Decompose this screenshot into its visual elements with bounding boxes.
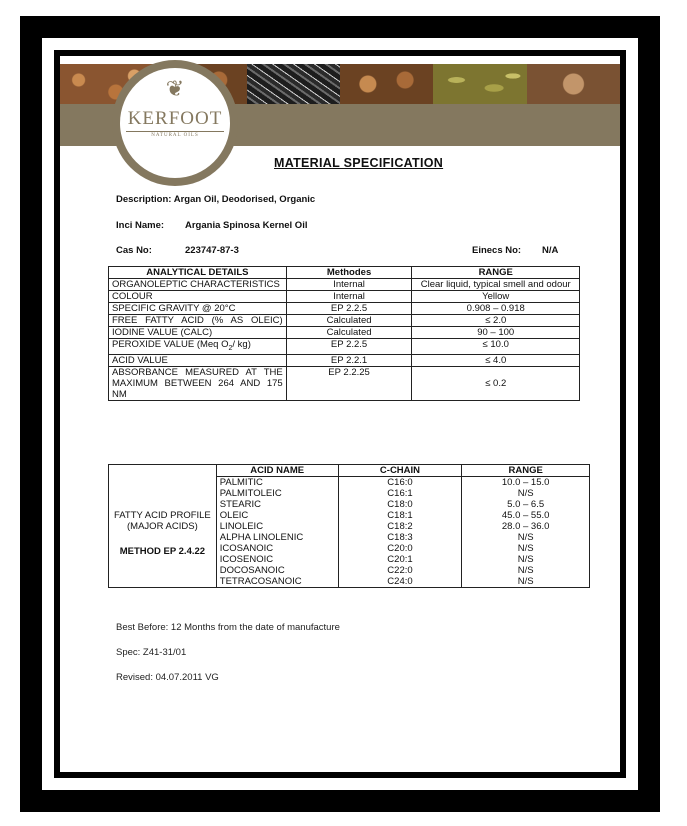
table-row: PALMITOLEIC C16:1 N/S: [109, 488, 590, 499]
fatty-acid-table: [108, 464, 590, 588]
table-row: ACID VALUE EP 2.2.1 ≤ 4.0: [109, 354, 580, 366]
analytical-header-range: RANGE: [412, 267, 580, 279]
fatty-header-name: ACID NAME: [216, 465, 338, 477]
brand-name: KERFOOT: [127, 108, 223, 129]
table-row: IODINE VALUE (CALC) Calculated 90 – 100: [109, 327, 580, 339]
analytical-table: [108, 266, 580, 401]
inner-frame: [54, 50, 626, 778]
table-row: SPECIFIC GRAVITY @ 20°C EP 2.2.5 0.908 – 0.918: [109, 303, 580, 315]
table-row: DOCOSANOIC C22:0 N/S: [109, 565, 590, 576]
description-value: Argan Oil, Deodorised, Organic: [173, 194, 316, 205]
cas-label: Cas No:: [116, 245, 152, 256]
leaf-icon: ❦: [165, 76, 185, 101]
inci-row: [116, 220, 307, 231]
einecs-value: N/A: [542, 245, 559, 256]
table-row: ICOSENOIC C20:1 N/S: [109, 554, 590, 565]
table-row: STEARIC C18:0 5.0 – 6.5: [109, 499, 590, 510]
table-row: PEROXIDE VALUE (Meq $O_2/$ kg) EP 2.2.5 ≤ 10.0: [109, 339, 580, 355]
table-row: FREE FATTY ACID (% AS OLEIC) Calculated ≤ 2.0: [109, 315, 580, 327]
brand-logo: [112, 60, 238, 186]
inci-value: Argania Spinosa Kernel Oil: [185, 220, 308, 231]
fatty-header-range: RANGE: [462, 465, 590, 477]
table-row: PALMITIC C16:0 10.0 – 15.0: [109, 477, 590, 489]
page-title: MATERIAL SPECIFICATION: [274, 156, 444, 170]
cas-value: 223747-87-3: [185, 245, 239, 256]
inci-label: Inci Name:: [116, 220, 165, 231]
analytical-header-method: Methodes: [286, 267, 412, 279]
frame-mat: [42, 38, 638, 790]
fatty-header-chain: C-CHAIN: [338, 465, 462, 477]
description-row: [116, 194, 315, 205]
table-row: ICOSANOIC C20:0 N/S: [109, 543, 590, 554]
revised-text: Revised: 04.07.2011 VG: [116, 672, 219, 683]
banner-tile-pumpkin-seeds: [433, 64, 526, 104]
document-page: [60, 56, 620, 772]
fatty-acid-profile-label: FATTY ACID PROFILE (MAJOR ACIDS): [113, 509, 211, 532]
method-label: METHOD EP 2.4.22: [119, 545, 206, 557]
table-row: OLEIC C18:1 45.0 – 55.0: [109, 510, 590, 521]
spec-text: Spec: Z41-31/01: [116, 647, 187, 658]
banner-tile-sunflower-seeds: [247, 64, 340, 104]
brand-subtitle: NATURAL OILS: [151, 133, 199, 138]
fatty-acid-side-cell: [109, 465, 217, 588]
description-label: Description:: [116, 194, 172, 205]
banner-tile-walnuts: [527, 64, 620, 104]
einecs-label: Einecs No:: [472, 245, 522, 256]
table-row: ORGANOLEPTIC CHARACTERISTICS Internal Clear liquid, typical smell and odour: [109, 279, 580, 291]
best-before-text: Best Before: 12 Months from the date of manufacture: [116, 622, 340, 633]
einecs-row: [472, 245, 558, 256]
banner-tile-nuts: [340, 64, 433, 104]
cas-row: [116, 245, 239, 256]
table-row: COLOUR Internal Yellow: [109, 291, 580, 303]
table-row: LINOLEIC C18:2 28.0 – 36.0: [109, 521, 590, 532]
table-row: ALPHA LINOLENIC C18:3 N/S: [109, 532, 590, 543]
analytical-header-details: ANALYTICAL DETAILS: [109, 267, 287, 279]
table-row: TETRACOSANOIC C24:0 N/S: [109, 576, 590, 588]
outer-frame: [20, 16, 660, 812]
table-row: ABSORBANCE MEASURED AT THE MAXIMUM BETWEEN 264 AND 175 NM EP 2.2.25 ≤ 0.2: [109, 366, 580, 400]
